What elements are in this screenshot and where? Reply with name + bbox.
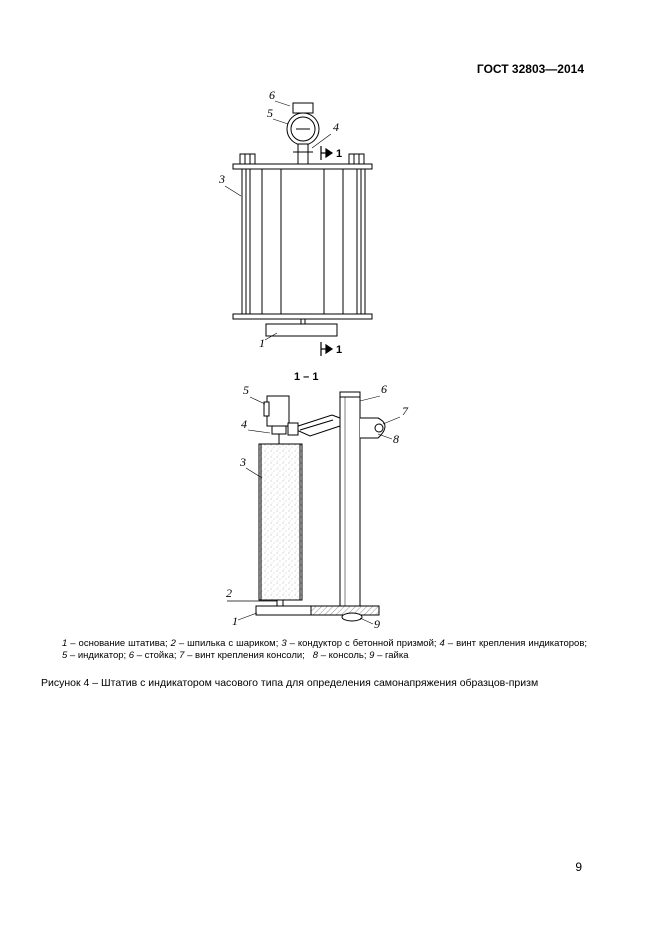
front-view-callouts — [218, 88, 339, 350]
legend-text: – консоль; — [318, 650, 370, 661]
section-mark-top: 1 — [336, 148, 343, 160]
callout-4: 4 — [241, 417, 247, 431]
legend-num: 9 — [369, 650, 375, 661]
callout-5: 5 — [243, 383, 249, 397]
legend-text: – шпилька с шариком; — [175, 638, 282, 649]
legend-text: – винт крепления консоли; — [184, 650, 313, 661]
callout-2: 2 — [226, 586, 232, 600]
callout-3: 3 — [240, 455, 246, 469]
callout-8: 8 — [393, 432, 399, 446]
callout-1-front: 1 — [259, 336, 265, 350]
legend-num: 8 — [312, 650, 319, 661]
section-marker-top — [321, 146, 332, 160]
figure-legend — [62, 638, 587, 662]
page-number: 9 — [575, 860, 582, 874]
callout-6-front: 6 — [269, 88, 275, 102]
legend-text: – основание штатива; — [67, 638, 171, 649]
section-title: 1 – 1 — [294, 371, 319, 383]
legend-num: 6 — [128, 650, 135, 661]
legend-text: – индикатор; — [67, 650, 129, 661]
legend-num: 1 — [62, 638, 68, 649]
section-view — [256, 392, 385, 621]
section-marker-bottom — [321, 342, 332, 356]
callout-1: 1 — [232, 614, 238, 628]
callout-4-front: 4 — [333, 120, 339, 134]
legend-text: – винт крепления индикаторов; — [444, 638, 588, 649]
callout-7: 7 — [402, 404, 408, 418]
legend-num: 3 — [281, 638, 287, 649]
section-mark-bottom: 1 — [336, 344, 343, 356]
legend-num: 4 — [439, 638, 445, 649]
legend-text: – гайка — [374, 650, 409, 661]
callout-6: 6 — [381, 382, 387, 396]
legend-num: 7 — [179, 650, 185, 661]
legend-num: 2 — [170, 638, 176, 649]
legend-num: 5 — [62, 650, 68, 661]
callout-5-front: 5 — [267, 106, 273, 120]
document-header: ГОСТ 32803—2014 — [476, 62, 584, 76]
figure-caption: Рисунок 4 – Штатив с индикатором часового типа для определения самонапряжения образцов-призм — [41, 677, 539, 689]
front-view — [233, 103, 372, 336]
callout-3-front: 3 — [219, 172, 225, 186]
legend-text: – кондуктор с бетонной призмой; — [286, 638, 440, 649]
legend-text: – стойка; — [134, 650, 180, 661]
callout-9: 9 — [374, 617, 380, 631]
